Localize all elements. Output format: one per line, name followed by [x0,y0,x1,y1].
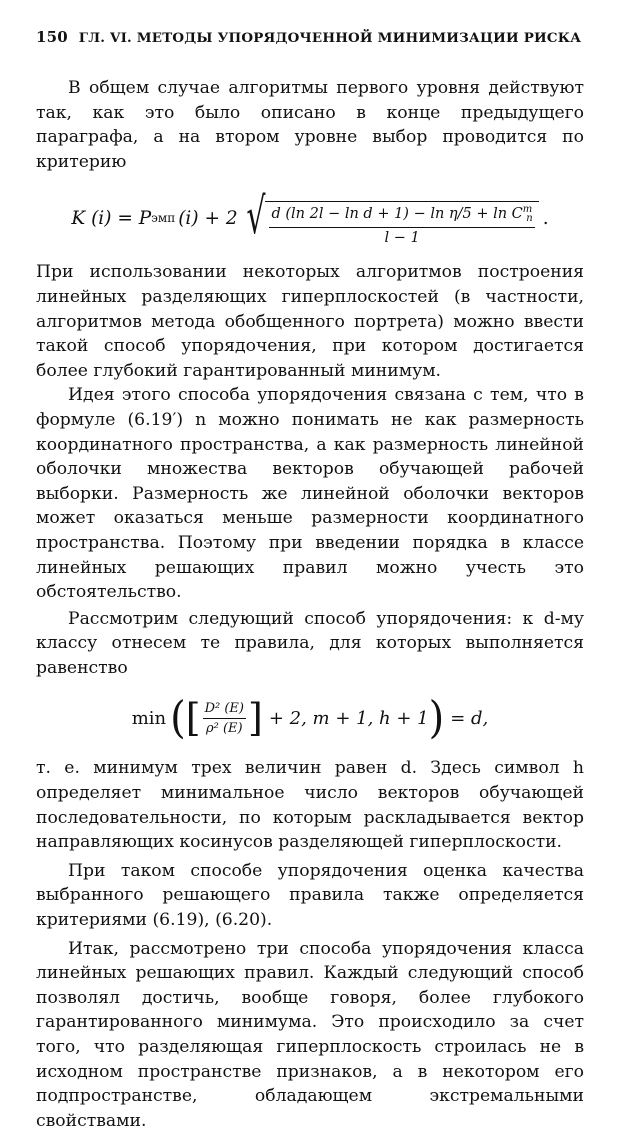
formula-min [36,684,584,752]
paragraph-1: В общем случае алгоритмы первого уровня действуют так, как это было описано в конце предыдущего параграфа, а на втором уровне выбор проводится по критерию [36,78,584,172]
paragraph-3: Идея этого способа упорядочения связана с тем, что в формуле (6.19′) n можно понимать не как размерность координатного пространства, а как размерность линейной оболочки множества векторов обучающей рабочей выборки. Размерность же линейной оболочки векторов может оказаться меньше размерности координатного пространства. Поэтому при введении порядка в классе линейных решающих правил можно учесть это обстоятельство. [36,385,584,603]
ratio-fraction [203,701,246,736]
paragraph-4: Рассмотрим следующий способ упорядочения: к d-му классу отнесем те правила, для которых выполняется равенство [36,608,584,678]
right-bracket: ] [248,696,263,741]
sqrt-expression [240,186,539,247]
radical-sign: √ [245,186,266,245]
formula2-min: min [131,707,167,729]
formula-criterion [36,176,584,260]
ratio-numerator: D² (E) [203,701,246,719]
fraction-numerator: d (ln $2l - \ln d + 1) - \ln \eta/5 + \ln C^m_n$ [269,204,534,229]
left-bracket: [ [185,696,201,741]
chapter-title: ГЛ. VI. МЕТОДЫ УПОРЯДОЧЕННОЙ МИНИМИЗАЦИИ РИСКА [78,30,582,46]
running-header [36,28,584,46]
ratio-denominator: ρ² (E) [205,720,243,736]
formula1-subscript: эмп [151,211,176,226]
formula1-mid: (i) + 2 [178,207,238,229]
paragraph-7: Итак, рассмотрено три способа упорядочения класса линейных решающих правил. Каждый следующий способ позволял достичь, вообще говоря, более глубокого гарантированного минимума. Это происходило за счет того, что разделяющая гиперплоскость строилась не в исходном пространстве признаков, а в некотором его подпространстве, обладающем экстремальными свойствами. [36,938,584,1131]
book-page [36,28,584,1133]
left-paren: ( [170,693,186,744]
paragraph-5: т. е. минимум трех величин равен d. Здесь символ h определяет минимальное число векторов обучающей последовательности, по которым раскладывается вектор направляющих косинусов разделяющей гиперплоскости. [36,758,584,853]
formula2-tail: + 2, m + 1, h + 1 [268,707,429,729]
page-number: 150 [36,28,68,46]
right-paren: ) [428,693,445,744]
formula2-rhs: = d, [450,707,489,729]
paragraph-2: При использовании некоторых алгоритмов построения линейных разделяющих гиперплоскостей (в частности, алгоритмов метода обобщенного портрета) можно ввести такой способ упорядочения, при котором достигается более глубокий гарантированный минимум. [36,262,584,381]
formula1-end: . [542,207,549,229]
fraction-denominator: l − 1 [384,230,420,247]
radicand [265,201,538,247]
formula1-lhs: K (i) = P [71,207,152,229]
paragraph-6: При таком способе упорядочения оценка качества выбранного решающего правила также определяется критериями (6.19), (6.20). [36,860,584,931]
